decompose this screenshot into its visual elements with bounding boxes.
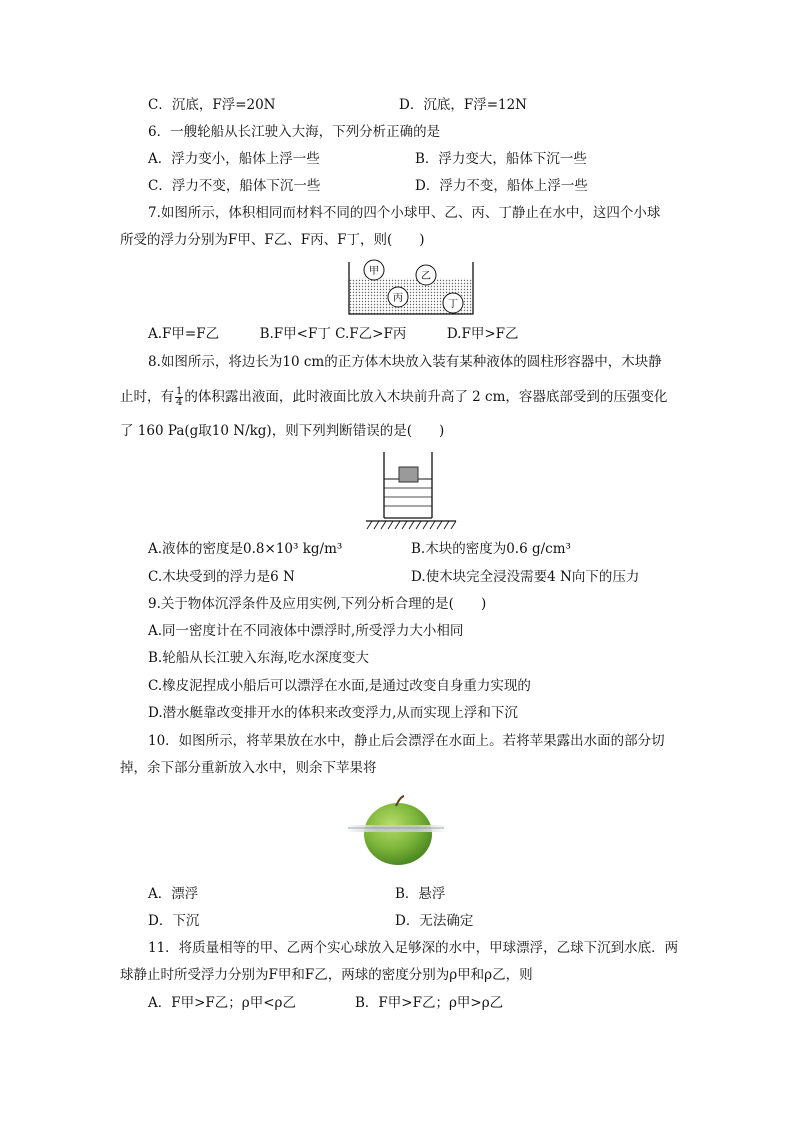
ball-bing xyxy=(388,287,408,307)
q8-option-a: A.液体的密度是0.8×10³ kg/m³ xyxy=(148,541,343,557)
q9-option-c: C.橡皮泥捏成小船后可以漂浮在水面,是通过改变自身重力实现的 xyxy=(148,678,531,694)
q11-line2: 球静止时所受浮力分别为F甲和F乙，两球的密度分别为ρ甲和ρ乙，则 xyxy=(120,967,533,983)
q5-option-c: C．沉底，F浮=20N xyxy=(148,97,276,113)
q7-options: A.F甲=F乙 B.F甲<F丁 C.F乙>F丙 D.F甲>F乙 xyxy=(148,326,519,342)
q11-option-a: A．F甲>F乙；ρ甲<ρ乙 xyxy=(148,995,296,1011)
q8-line2-pre: 止时，有 xyxy=(120,389,174,405)
apple-in-water-figure xyxy=(344,792,449,872)
q8-option-c: C.木块受到的浮力是6 N xyxy=(148,569,295,585)
q7-beaker-figure xyxy=(346,258,476,316)
q8-line2-post: 的体积露出液面，此时液面比放入木块前升高了 2 cm，容器底部受到的压强变化 xyxy=(184,389,668,405)
q8-line2 xyxy=(120,387,667,408)
q9-option-d: D.潜水艇靠改变排开水的体积来改变浮力,从而实现上浮和下沉 xyxy=(148,705,518,721)
q7-stem-line2: 所受的浮力分别为F甲、F乙、F丙、F丁，则( ) xyxy=(120,232,425,248)
q8-line3: 了 160 Pa(g取10 N/kg)，则下列判断错误的是( ) xyxy=(120,423,445,439)
q6-option-a: A．浮力变小，船体上浮一些 xyxy=(148,151,320,167)
water-surface xyxy=(344,825,449,832)
q10-option-b: B．悬浮 xyxy=(395,886,446,902)
wood-block xyxy=(399,467,418,482)
q10-option-d-uncertain: D．无法确定 xyxy=(395,913,474,929)
q8-option-b: B.木块的密度为0.6 g/cm³ xyxy=(411,541,571,557)
q8-option-d: D.使木块完全浸没需要4 N向下的压力 xyxy=(411,569,640,585)
ball-yi xyxy=(416,265,436,285)
q11-line1: 11．将质量相等的甲、乙两个实心球放入足够深的水中，甲球漂浮，乙球下沉到水底．两 xyxy=(148,940,679,956)
ball-label-yi: 乙 xyxy=(421,271,431,282)
ground-hatching xyxy=(367,521,456,529)
q9-stem: 9.关于物体沉浮条件及应用实例,下列分析合理的是( ) xyxy=(148,596,487,612)
q8-fraction-denominator: 4 xyxy=(176,397,183,408)
q8-line1: 8.如图所示，将边长为10 cm的正方体木块放入装有某种液体的圆柱形容器中，木块静 xyxy=(148,354,662,370)
q8-fraction-numerator: 1 xyxy=(176,386,183,397)
q6-option-b: B．浮力变大，船体下沉一些 xyxy=(415,151,587,167)
q9-option-b: B.轮船从长江驶入东海,吃水深度变大 xyxy=(148,650,370,666)
q6-option-c: C．浮力不变，船体下沉一些 xyxy=(148,178,321,194)
apple-icon xyxy=(364,803,432,865)
q7-stem-line1: 7.如图所示，体积相同而材料不同的四个小球甲、乙、丙、丁静止在水中，这四个小球 xyxy=(148,205,661,221)
q8-fraction xyxy=(175,387,183,408)
ball-label-bing: 丙 xyxy=(393,293,403,304)
ball-jia xyxy=(364,260,384,280)
ball-label-jia: 甲 xyxy=(369,266,379,277)
ball-ding xyxy=(443,293,463,313)
q10-line2: 掉，余下部分重新放入水中，则余下苹果将 xyxy=(120,760,377,776)
q6-stem: 6．一艘轮船从长江驶入大海，下列分析正确的是 xyxy=(148,124,441,140)
q8-container-figure xyxy=(364,450,460,534)
q10-line1: 10．如图所示，将苹果放在水中，静止后会漂浮在水面上。若将苹果露出水面的部分切 xyxy=(148,733,665,749)
q10-option-d-sink: D．下沉 xyxy=(148,913,200,929)
ball-label-ding: 丁 xyxy=(448,299,458,310)
q6-option-d: D．浮力不变，船体上浮一些 xyxy=(415,178,588,194)
q9-option-a: A.同一密度计在不同液体中漂浮时,所受浮力大小相同 xyxy=(148,623,464,639)
q11-option-b: B．F甲>F乙；ρ甲>ρ乙 xyxy=(355,995,504,1011)
q10-option-a: A．漂浮 xyxy=(148,886,199,902)
q5-option-d: D．沉底，F浮=12N xyxy=(399,97,527,113)
